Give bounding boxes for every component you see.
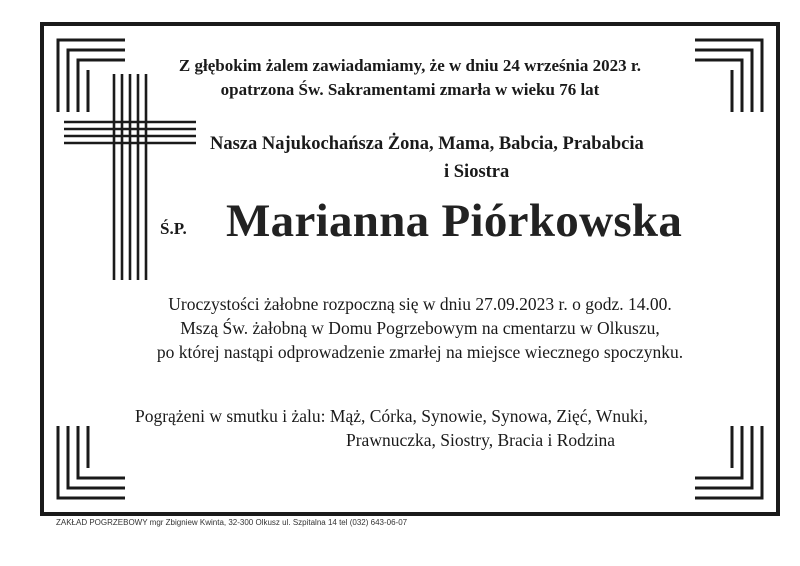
relation-line-2: i Siostra (444, 162, 510, 182)
mourners-line-1: Pogrążeni w smutku i żalu: Mąż, Córka, Synowie, Synowa, Zięć, Wnuki, (135, 406, 648, 426)
honorific: Ś.P. (160, 219, 187, 238)
cross-icon (62, 72, 198, 282)
funeral-home-footer: ZAKŁAD POGRZEBOWY mgr Zbigniew Kwinta, 32-300 Olkusz ul. Szpitalna 14 tel (032) 643-06-07 (56, 518, 408, 527)
intro-line-2: opatrzona Św. Sakramentami zmarła w wieku 76 lat (220, 80, 600, 99)
funeral-info-line-3: po której nastąpi odprowadzenie zmarłej na miejsce wiecznego spoczynku. (156, 342, 684, 362)
funeral-info-line-2: Mszą Św. żałobną w Domu Pogrzebowym na cmentarzu w Olkuszu, (180, 318, 660, 338)
deceased-name: Marianna Piórkowska (226, 195, 683, 247)
relation-line-1: Nasza Najukochańsza Żona, Mama, Babcia, Prababcia (210, 134, 644, 154)
funeral-info-line-1: Uroczystości żałobne rozpoczną się w dniu 27.09.2023 r. o godz. 14.00. (168, 294, 672, 314)
intro-line-1: Z głębokim żalem zawiadamiamy, że w dniu 24 września 2023 r. (178, 56, 642, 75)
mourners-line-2: Prawnuczka, Siostry, Bracia i Rodzina (346, 430, 616, 450)
